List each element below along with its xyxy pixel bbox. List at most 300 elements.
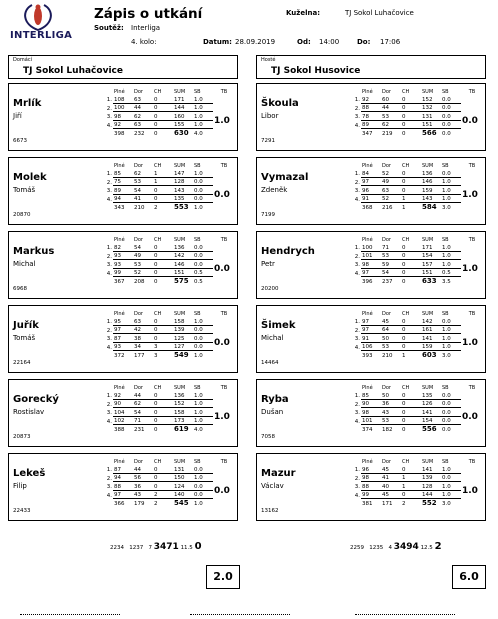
game-cell: 0 [153,103,173,112]
total-cell: 232 [134,131,145,137]
game-cell: 50 [381,334,401,343]
guest-player-card [256,83,486,151]
home-team-box [8,55,238,79]
game-cell: 71 [133,416,153,425]
game-cell: 128 [421,482,441,491]
game-cell: 90 [361,399,381,408]
game-cell: 155 [173,120,193,129]
game-cell: 64 [381,325,401,334]
game-cell: 90 [113,399,133,408]
game-cell: 1 [153,169,173,178]
guest-final-score: 6.0 [452,565,486,589]
player-score-table [349,382,483,433]
player-last-name: Lekeš [13,468,46,479]
player-registration: 13162 [261,508,279,514]
game-cell: 62 [133,399,153,408]
game-cell: 150 [173,473,193,482]
game-cell: 0 [401,342,421,351]
player-registration: 14464 [261,360,279,366]
game-cell: 45 [381,465,401,474]
game-cell: 45 [381,490,401,499]
game-cell: 1.0 [441,490,461,499]
game-cell: 1 [153,177,173,186]
game-cell: 104 [113,408,133,417]
game-cell: 1.0 [193,408,213,417]
game-cell: 97 [113,325,133,334]
player-registration: 6968 [13,286,27,292]
total-cell: 545 [174,499,189,507]
game-cell: 171 [173,95,193,104]
total-cell: 603 [422,351,437,359]
guest-player-card [256,305,486,373]
pin-emblem-icon [8,2,68,32]
game-cell: 97 [361,325,381,334]
game-cell: 59 [381,260,401,269]
game-cell: 1.0 [441,260,461,269]
player-first-name: Václav [261,482,284,490]
to-label: Do: [357,38,371,46]
game-cell: 1.0 [441,342,461,351]
game-cell: 91 [361,334,381,343]
player-score-table [349,160,483,211]
game-cell: 0.0 [441,317,461,326]
column-header: Plné [362,236,373,243]
game-cell: 0 [401,399,421,408]
game-cell: 1.0 [193,95,213,104]
game-cell: 38 [133,334,153,343]
home-player-card [8,83,238,151]
home-player-card [8,453,238,521]
game-cell: 146 [173,260,193,269]
total-cell: 208 [134,279,145,285]
game-cell: 0 [153,482,173,491]
column-header: SB [194,458,201,465]
column-header: Plné [114,384,125,391]
column-header: SB [194,310,201,317]
guest-label: Hosté [261,57,276,63]
game-cell: 159 [421,186,441,195]
total-cell: 3.0 [442,353,451,359]
game-row: 2. 90 36 0 126 0.0 [349,399,483,408]
total-cell: 1.0 [194,353,203,359]
game-cell: 1.0 [441,177,461,186]
game-row: 1. 92 44 0 136 1.0 [101,391,235,400]
venue-value: TJ Sokol Luhačovice [345,9,414,17]
game-cell: 147 [173,169,193,178]
column-header: CH [402,458,410,465]
game-cell: 42 [133,325,153,334]
game-cell: 97 [113,490,133,499]
game-row: 3. 98 59 0 157 1.0 [349,260,483,269]
player-last-name: Ryba [261,394,289,405]
game-cell: 45 [381,317,401,326]
total-cell: 0.0 [442,427,451,433]
column-header: TB [468,88,476,95]
game-cell: 0 [153,120,173,129]
total-row [101,351,235,360]
total-row [349,129,483,138]
player-first-name: Rostislav [13,408,45,416]
column-header: SUM [174,88,186,95]
game-cell: 102 [113,416,133,425]
game-cell: 0.0 [441,416,461,425]
game-cell: 52 [381,194,401,203]
total-cell: 210 [382,353,393,359]
game-cell: 54 [133,186,153,195]
total-cell: 630 [174,129,189,137]
column-header: SB [442,384,449,391]
game-cell: 85 [113,169,133,178]
column-header: SUM [422,162,434,169]
game-cell: 1 [401,473,421,482]
total-cell: 372 [114,353,125,359]
game-cell: 0.0 [441,391,461,400]
game-cell: 139 [173,325,193,334]
total-cell: 3 [154,353,158,359]
column-header: Dor [382,458,391,465]
game-cell: 0 [401,260,421,269]
game-cell: 0 [401,95,421,104]
column-header: CH [402,384,410,391]
player-last-name: Juřík [13,320,39,331]
game-cell: 62 [133,169,153,178]
game-cell: 144 [421,490,441,499]
column-header: Plné [362,310,373,317]
column-header: Dor [134,458,143,465]
game-cell: 152 [421,95,441,104]
home-player-card [8,231,238,299]
game-cell: 98 [113,112,133,121]
player-team-point: 0.0 [214,190,230,200]
player-team-point: 0.0 [214,264,230,274]
game-cell: 0.0 [193,465,213,474]
game-cell: 0.0 [441,408,461,417]
game-row: 4. 92 63 0 155 1.0 [101,120,235,129]
total-cell: 171 [382,501,393,507]
column-header: Dor [382,88,391,95]
column-header: Plné [362,384,373,391]
player-registration: 20200 [261,286,279,292]
player-team-point: 1.0 [214,412,230,422]
game-cell: 100 [361,243,381,252]
player-registration: 22433 [13,508,31,514]
game-cell: 0 [401,112,421,121]
column-header: SUM [174,310,186,317]
column-header: TB [220,458,228,465]
game-cell: 0.0 [441,473,461,482]
player-team-point: 0.0 [214,338,230,348]
game-cell: 0 [401,186,421,195]
game-cell: 143 [421,194,441,203]
total-cell: 0 [402,279,406,285]
player-registration: 20870 [13,212,31,218]
game-cell: 94 [113,194,133,203]
game-cell: 0 [401,391,421,400]
total-cell: 381 [362,501,373,507]
game-cell: 44 [133,391,153,400]
total-cell: 4.0 [194,427,203,433]
home-team-points: 0 [194,541,202,552]
game-row: 4. 91 52 1 143 1.0 [349,194,483,203]
game-cell: 0 [153,95,173,104]
game-cell: 85 [361,391,381,400]
total-cell: 396 [362,279,373,285]
game-row: 2. 97 42 0 139 0.0 [101,325,235,334]
home-player-card [8,305,238,373]
player-registration: 20873 [13,434,31,440]
game-cell: 124 [173,482,193,491]
venue-label: Kuželna: [286,9,321,17]
column-header: TB [220,310,228,317]
total-cell: 556 [422,425,437,433]
game-cell: 1.0 [441,243,461,252]
game-cell: 36 [381,399,401,408]
game-cell: 0.5 [193,268,213,277]
game-cell: 141 [421,465,441,474]
home-label: Domácí [13,57,32,63]
game-cell: 0 [153,243,173,252]
player-last-name: Molek [13,172,47,183]
total-cell: 219 [382,131,393,137]
game-cell: 1.0 [441,325,461,334]
guest-team-box [256,55,486,79]
column-header: CH [402,236,410,243]
game-cell: 1.0 [193,416,213,425]
column-header: SB [442,88,449,95]
player-first-name: Libor [261,112,279,120]
column-header: TB [220,236,228,243]
game-row: 3. 96 63 0 159 1.0 [349,186,483,195]
game-cell: 0 [401,325,421,334]
game-cell: 0.0 [441,103,461,112]
game-row: 1. 87 44 0 131 0.0 [101,465,235,474]
game-row: 1. 82 54 0 136 0.0 [101,243,235,252]
game-cell: 126 [421,399,441,408]
home-sum-misses: 7 [148,545,152,551]
total-row [349,351,483,360]
game-cell: 158 [173,317,193,326]
game-cell: 54 [133,243,153,252]
player-registration: 7199 [261,212,275,218]
game-row: 1. 96 45 0 141 1.0 [349,465,483,474]
game-cell: 151 [421,120,441,129]
total-row [349,277,483,286]
game-cell: 63 [381,186,401,195]
game-cell: 0.0 [441,120,461,129]
game-cell: 0 [153,325,173,334]
game-cell: 131 [173,465,193,474]
game-cell: 108 [113,95,133,104]
game-cell: 41 [133,194,153,203]
column-header: Dor [134,384,143,391]
player-team-point: 1.0 [214,116,230,126]
game-row: 1. 108 63 0 171 1.0 [101,95,235,104]
game-cell: 135 [421,391,441,400]
total-cell: 0 [154,131,158,137]
game-cell: 0 [153,194,173,203]
total-cell: 347 [362,131,373,137]
game-row: 2. 94 56 0 150 1.0 [101,473,235,482]
column-header: SUM [422,458,434,465]
game-row: 4. 97 43 2 140 0.0 [101,490,235,499]
game-cell: 141 [421,408,441,417]
game-cell: 0 [153,416,173,425]
player-last-name: Mazur [261,468,296,479]
column-header: TB [468,236,476,243]
game-cell: 131 [421,112,441,121]
game-cell: 95 [113,317,133,326]
total-cell: 2 [402,501,406,507]
game-cell: 53 [133,260,153,269]
player-team-point: 1.0 [462,486,478,496]
game-cell: 99 [113,268,133,277]
player-team-point: 0.0 [214,486,230,496]
game-cell: 152 [173,399,193,408]
game-cell: 0 [401,177,421,186]
game-row: 2. 93 49 0 142 0.0 [101,251,235,260]
game-cell: 52 [133,268,153,277]
game-cell: 0 [401,103,421,112]
total-cell: 3.0 [442,501,451,507]
game-cell: 0 [401,416,421,425]
column-header: CH [154,384,162,391]
player-first-name: Tomáš [13,334,36,342]
game-cell: 1.0 [441,186,461,195]
game-cell: 53 [381,251,401,260]
game-cell: 0.0 [193,482,213,491]
column-header: SUM [422,384,434,391]
game-cell: 0.0 [441,399,461,408]
game-row: 3. 93 53 0 146 0.0 [101,260,235,269]
player-team-point: 1.0 [462,190,478,200]
game-cell: 100 [113,103,133,112]
player-team-point: 1.0 [462,264,478,274]
player-first-name: Petr [261,260,275,268]
game-cell: 62 [133,112,153,121]
game-cell: 136 [173,243,193,252]
total-cell: 553 [174,203,189,211]
column-header: CH [154,88,162,95]
game-cell: 99 [361,490,381,499]
guest-sum-clear: 1235 [369,545,384,551]
game-cell: 0 [401,465,421,474]
player-first-name: Tomáš [13,186,36,194]
game-cell: 0 [153,186,173,195]
player-first-name: Filip [13,482,27,490]
total-cell: 4.0 [194,131,203,137]
game-cell: 91 [361,194,381,203]
home-sum-clear: 1237 [129,545,144,551]
column-header: SUM [174,236,186,243]
total-row [101,277,235,286]
game-cell: 125 [173,334,193,343]
game-cell: 82 [113,243,133,252]
column-header: SUM [174,384,186,391]
game-cell: 94 [113,473,133,482]
player-score-table [349,456,483,507]
total-cell: 374 [362,427,373,433]
game-cell: 54 [381,268,401,277]
column-header: TB [220,162,228,169]
player-score-table [101,234,235,285]
total-cell: 619 [174,425,189,433]
total-cell: 177 [134,353,145,359]
game-cell: 0.0 [193,243,213,252]
game-cell: 0.0 [193,186,213,195]
column-header: Dor [382,236,391,243]
game-cell: 1.0 [441,465,461,474]
column-header: SUM [422,236,434,243]
game-cell: 154 [421,251,441,260]
game-row: 3. 78 53 0 131 0.0 [349,112,483,121]
game-cell: 157 [421,260,441,269]
game-cell: 151 [173,268,193,277]
column-header: Plné [114,88,125,95]
game-cell: 89 [361,120,381,129]
player-score-table [349,234,483,285]
player-last-name: Hendrych [261,246,315,257]
total-cell: 393 [362,353,373,359]
guest-sum-sb: 12.5 [420,545,433,551]
column-header: CH [154,162,162,169]
date-value: 28.09.2019 [235,38,276,46]
game-cell: 98 [361,473,381,482]
column-header: SB [194,162,201,169]
total-cell: 179 [134,501,145,507]
game-row: 3. 87 38 0 125 0.0 [101,334,235,343]
game-row: 3. 104 54 0 158 1.0 [101,408,235,417]
signature-line [20,614,120,615]
total-cell: 549 [174,351,189,359]
total-cell: 1.0 [194,501,203,507]
game-cell: 0.0 [441,112,461,121]
game-cell: 0 [153,260,173,269]
column-header: Dor [382,384,391,391]
game-cell: 158 [173,408,193,417]
game-cell: 0.0 [441,169,461,178]
game-cell: 127 [173,342,193,351]
guest-team-name: TJ Sokol Husovice [271,66,361,76]
game-cell: 56 [133,473,153,482]
game-cell: 0.0 [193,177,213,186]
column-header: Dor [382,310,391,317]
game-cell: 128 [173,177,193,186]
game-cell: 1 [401,194,421,203]
column-header: CH [402,162,410,169]
total-cell: 0 [402,427,406,433]
game-cell: 0 [153,251,173,260]
column-header: Plné [114,236,125,243]
total-cell: 216 [382,205,393,211]
game-row: 1. 95 63 0 158 1.0 [101,317,235,326]
game-row: 4. 106 53 0 159 1.0 [349,342,483,351]
game-cell: 43 [133,490,153,499]
game-cell: 1.0 [441,334,461,343]
total-cell: 210 [134,205,145,211]
game-cell: 87 [113,465,133,474]
game-cell: 159 [421,342,441,351]
game-cell: 49 [381,177,401,186]
game-row: 2. 88 44 0 132 0.0 [349,103,483,112]
column-header: Dor [134,162,143,169]
game-row: 2. 101 53 0 154 1.0 [349,251,483,260]
from-label: Od: [297,38,311,46]
game-cell: 136 [421,169,441,178]
total-cell: 633 [422,277,437,285]
game-cell: 53 [133,177,153,186]
game-cell: 161 [421,325,441,334]
game-cell: 2 [153,490,173,499]
